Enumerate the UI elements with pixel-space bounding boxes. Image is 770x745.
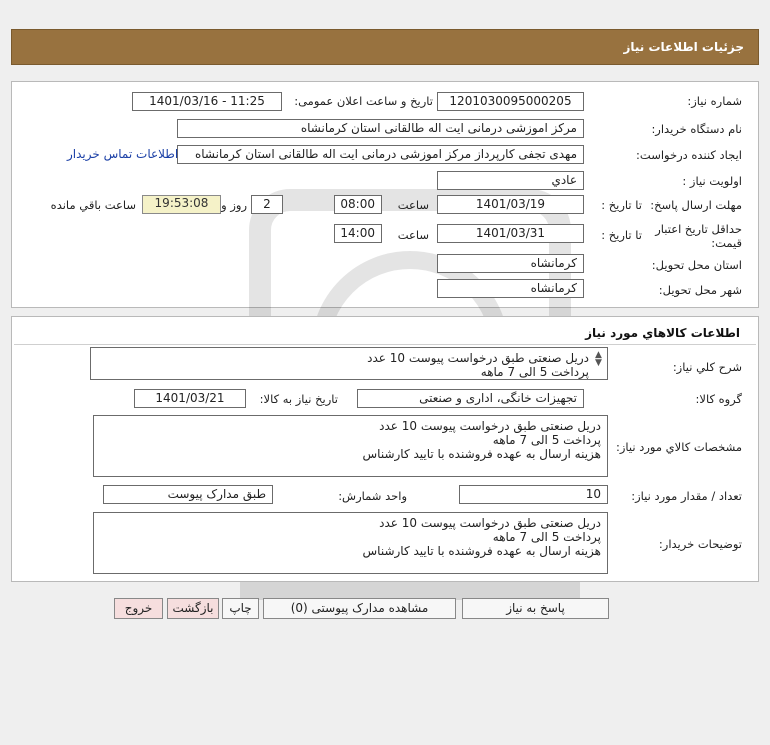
reply-button[interactable]: پاسخ به نیاز xyxy=(462,598,609,619)
unit-field: طبق مدارک پیوست xyxy=(103,485,273,504)
buyer-contact-link[interactable]: اطلاعات تماس خریدار xyxy=(67,147,179,161)
validity-label-2: قیمت: xyxy=(711,236,742,250)
days-remaining-field: 2 xyxy=(251,195,283,214)
validity-hour-label: ساعت xyxy=(397,228,429,242)
group-field: تجهیزات خانگی، اداری و صنعتی xyxy=(357,389,584,408)
validity-time-field: 14:00 xyxy=(334,224,382,243)
validity-until-label: تا تاریخ : xyxy=(601,228,642,242)
buyer-field: مرکز اموزشی درمانی ایت اله طالقانی استان کرمانشاه xyxy=(177,119,584,138)
need-date-label: تاریخ نیاز به کالا: xyxy=(259,392,338,406)
announce-label: تاریخ و ساعت اعلان عمومی: xyxy=(294,94,433,108)
deadline-hour-label: ساعت xyxy=(397,198,429,212)
specs-field xyxy=(93,415,608,477)
buyer-label: نام دستگاه خریدار: xyxy=(651,122,742,136)
deadline-label: مهلت ارسال پاسخ: xyxy=(650,198,742,212)
province-field: کرمانشاه xyxy=(437,254,584,273)
back-button[interactable]: بازگشت xyxy=(167,598,219,619)
goods-section-title: اطلاعات کالاهاي مورد نياز xyxy=(585,326,740,340)
unit-label: واحد شمارش: xyxy=(338,489,407,503)
priority-field: عادي xyxy=(437,171,584,190)
remaining-time-field: 19:53:08 xyxy=(142,195,221,214)
specs-label: مشخصات کالاي مورد نياز: xyxy=(615,440,742,454)
buyer-desc-line: دریل صنعتی طبق درخواست پیوست 10 عدد xyxy=(379,516,601,530)
attachments-button[interactable]: مشاهده مدارک پیوستی (0) xyxy=(263,598,456,619)
days-label: روز و xyxy=(221,198,247,212)
remaining-label: ساعت باقي مانده xyxy=(50,198,136,212)
deadline-time-field: 08:00 xyxy=(334,195,382,214)
priority-label: اولویت نیاز : xyxy=(682,174,742,188)
need-number-label: شماره نیاز: xyxy=(687,94,742,108)
city-field: کرمانشاه xyxy=(437,279,584,298)
goods-section-divider xyxy=(14,344,756,345)
validity-label-1: حداقل تاریخ اعتبار xyxy=(655,222,742,236)
buyer-desc-label: توضیحات خریدار: xyxy=(658,537,742,551)
buyer-desc-field xyxy=(93,512,608,574)
specs-line: دریل صنعتی طبق درخواست پیوست 10 عدد xyxy=(379,419,601,433)
exit-button[interactable]: خروج xyxy=(114,598,163,619)
validity-date-field: 1401/03/31 xyxy=(437,224,584,243)
creator-field: مهدی تجفی کارپرداز مرکز اموزشی درمانی ایت اله طالقانی استان کرمانشاه xyxy=(177,145,584,164)
qty-field: 10 xyxy=(459,485,608,504)
city-label: شهر محل تحویل: xyxy=(658,283,742,297)
province-label: استان محل تحویل: xyxy=(651,258,742,272)
need-date-field: 1401/03/21 xyxy=(134,389,246,408)
specs-line: پرداخت 5 الی 7 ماهه xyxy=(492,433,601,447)
summary-line: دریل صنعتی طبق درخواست پیوست 10 عدد xyxy=(367,351,589,365)
group-label: گروه کالا: xyxy=(695,392,742,406)
buyer-desc-line: پرداخت 5 الی 7 ماهه xyxy=(492,530,601,544)
need-number-field: 1201030095000205 xyxy=(437,92,584,111)
summary-line: پرداخت 5 الی 7 ماهه xyxy=(480,365,589,379)
specs-line: هزینه ارسال به عهده فروشنده با تایید کارشناس xyxy=(362,447,601,461)
print-button[interactable]: چاپ xyxy=(222,598,259,619)
buyer-desc-line: هزینه ارسال به عهده فروشنده با تایید کارشناس xyxy=(362,544,601,558)
deadline-until-label: تا تاریخ : xyxy=(601,198,642,212)
announce-field: 1401/03/16 - 11:25 xyxy=(132,92,282,111)
page-header xyxy=(11,29,759,65)
summary-field xyxy=(90,347,608,380)
page-title: جزئیات اطلاعات نیاز xyxy=(623,40,744,54)
scroll-arrows-icon[interactable]: ▲ ▼ xyxy=(595,350,602,368)
creator-label: ایجاد کننده درخواست: xyxy=(636,148,742,162)
summary-label: شرح کلي نياز: xyxy=(672,360,742,374)
need-info-panel xyxy=(11,81,759,308)
deadline-date-field: 1401/03/19 xyxy=(437,195,584,214)
qty-label: تعداد / مقدار مورد نیاز: xyxy=(631,489,742,503)
